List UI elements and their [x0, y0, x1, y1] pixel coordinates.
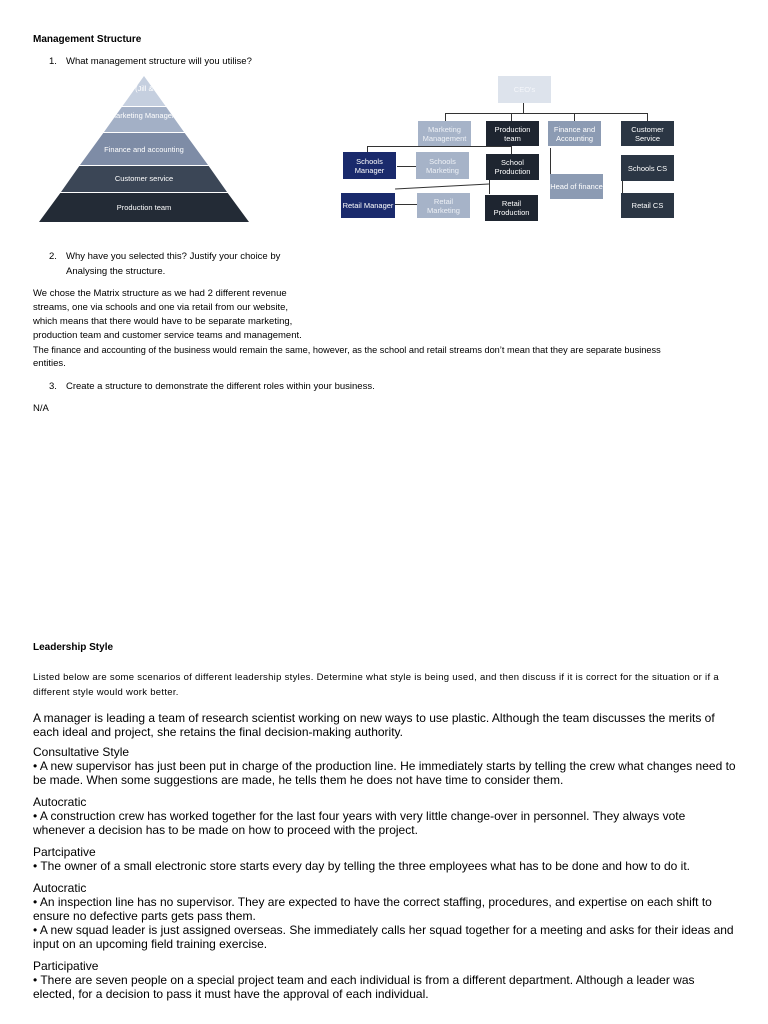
org-customer-service-box: Customer Service: [621, 121, 674, 146]
q3-answer: N/A: [33, 403, 49, 414]
org-production-team-box: Production team: [486, 121, 539, 146]
leadership-scenarios: [33, 711, 738, 1001]
pyramid-level-ceo: CEO'S (Jill & Ethan): [110, 84, 178, 93]
q3-text: Create a structure to demonstrate the different roles within your business.: [66, 381, 375, 392]
scenario-1: A manager is leading a team of research scientist working on new ways to use plastic. Although the team discusses the merits of each ideal and project, she retains the final decision-making authority.: [33, 711, 715, 739]
org-retail-marketing-box: Retail Marketing: [417, 193, 470, 218]
leadership-style-heading: Leadership Style: [33, 642, 114, 653]
org-marketing-management-box: Marketing Management: [418, 121, 471, 146]
pyramid-level-marketing: Marketing Managers: [109, 111, 179, 120]
q2-line2: Analysing the structure.: [66, 266, 166, 277]
org-ceo-box: CEO's: [498, 76, 551, 103]
pyramid-diagram: [36, 76, 252, 222]
answer-line: We chose the Matrix structure as we had 2 different revenue: [33, 288, 287, 299]
management-structure-heading: Management Structure: [33, 34, 142, 45]
scenario-7: • There are seven people on a special project team and each individual is from a different department. Although a leader was elected, for a decision to pass it must have the approval of each individual.: [33, 973, 695, 1001]
answer-3: Partcipative: [33, 845, 96, 859]
q2-number: 2.: [49, 251, 57, 262]
answer-line: which means that there would have to be separate marketing,: [33, 316, 293, 327]
org-schools-manager-box: Schools Manager: [343, 152, 396, 179]
org-head-of-finance-box: Head of finance: [550, 174, 603, 199]
org-retail-manager-box: Retail Manager: [341, 193, 395, 218]
answer-2: Autocratic: [33, 795, 87, 809]
q3-number: 3.: [49, 381, 57, 392]
org-school-production-box: School Production: [486, 154, 539, 180]
q1-number: 1.: [49, 56, 57, 67]
org-schools-cs-box: Schools CS: [621, 155, 674, 181]
q1-text: What management structure will you utilise?: [66, 56, 252, 67]
answer-1: Consultative Style: [33, 745, 130, 759]
answer-6: Participative: [33, 959, 99, 973]
q2-line1: Why have you selected this? Justify your choice by: [66, 251, 281, 262]
org-schools-marketing-box: Schools Marketing: [416, 152, 469, 179]
answer-line: streams, one via schools and one via retail from our website,: [33, 302, 289, 313]
leadership-intro: Listed below are some scenarios of different leadership styles. Determine what style is being used, and then discuss if it is correct for the situation or if a different style would work better.: [33, 672, 719, 698]
answer-line: The finance and accounting of the business would remain the same, however, as the school and retail streams don’t mean that they are separate business: [33, 345, 661, 355]
scenario-5: • An inspection line has no supervisor. They are expected to have the correct staffing, procedures, and expertise on each shift to ensure no defective parts gets pass them.: [33, 895, 712, 923]
answer-4: Autocratic: [33, 881, 87, 895]
pyramid-level-finance: Finance and accounting: [104, 145, 184, 154]
scenario-2: • A new supervisor has just been put in charge of the production line. He immediately starts by telling the crew what changes need to be made. When some suggestions are made, he tells them he does not have time to consider them.: [33, 759, 736, 787]
answer-line: entities.: [33, 358, 66, 369]
scenario-4: • The owner of a small electronic store starts every day by telling the three employees what has to be done and how to do it.: [33, 859, 691, 873]
pyramid-level-production: Production team: [116, 203, 172, 212]
answer-line: production team and customer service teams and management.: [33, 330, 302, 341]
q2-answer: [33, 287, 733, 371]
scenario-6: • A new squad leader is just assigned overseas. She immediately calls her squad together for a meeting and asks for their ideas and input on an upcoming field training exercise.: [33, 923, 734, 951]
scenario-3: • A construction crew has worked together for the last four years with very little change-over in personnel. They always vote whenever a decision has to be made on how to proceed with the project.: [33, 809, 686, 837]
pyramid-level-customer-service: Customer service: [114, 174, 174, 183]
org-retail-production-box: Retail Production: [485, 195, 538, 221]
org-finance-accounting-box: Finance and Accounting: [548, 121, 601, 146]
org-retail-cs-box: Retail CS: [621, 193, 674, 218]
